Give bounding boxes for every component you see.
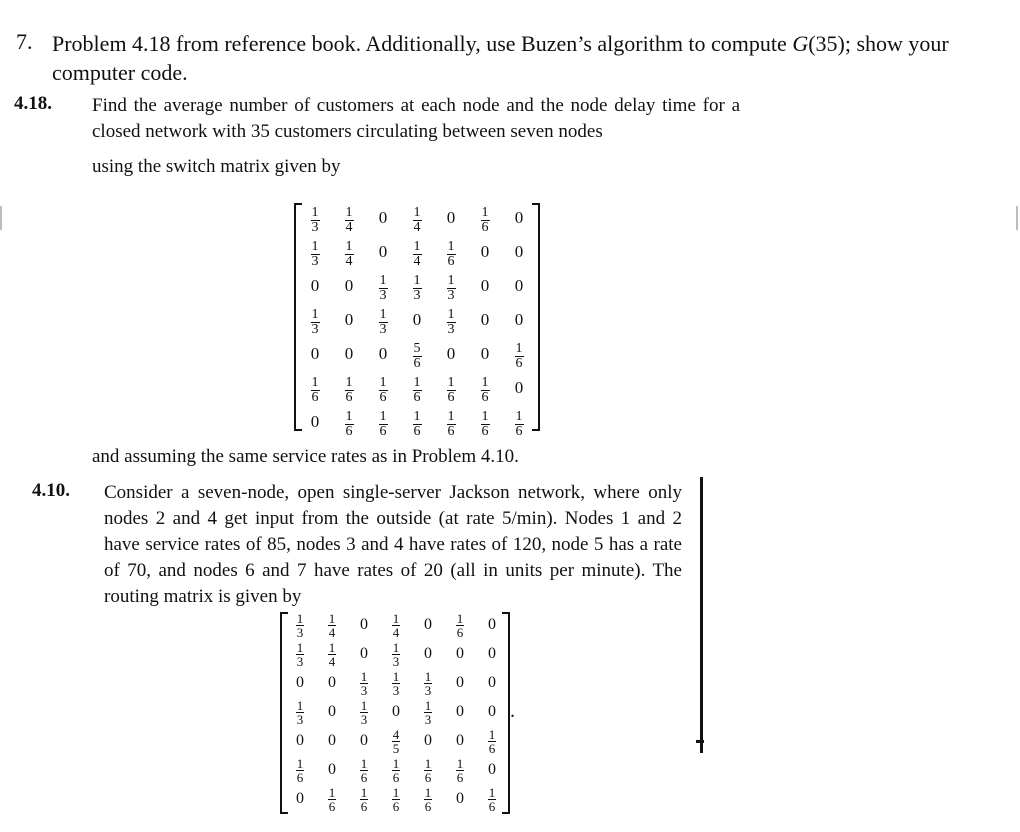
matrix-410-cell	[316, 610, 348, 639]
matrix-410-cell: 0	[456, 702, 464, 720]
matrix-418-cell: 0	[446, 344, 456, 363]
denominator: 6	[345, 424, 353, 439]
numerator: 1	[379, 273, 387, 288]
matrix-418-cell: 0	[480, 276, 490, 295]
denominator: 6	[424, 770, 432, 785]
fraction	[481, 206, 490, 235]
matrix-418-cell: 0	[310, 276, 320, 295]
denominator: 3	[424, 712, 432, 727]
fraction	[311, 376, 320, 405]
denominator: 3	[392, 683, 400, 698]
denominator: 3	[311, 220, 319, 235]
fraction	[424, 757, 433, 784]
problem-410-number: 4.10.	[32, 480, 70, 501]
fraction	[392, 641, 401, 668]
numerator: 1	[447, 409, 455, 424]
fraction	[392, 728, 401, 755]
matrix-410-cell	[380, 610, 412, 639]
matrix-410-row	[284, 784, 508, 813]
fraction	[413, 274, 422, 303]
fraction	[447, 308, 456, 337]
matrix-410-cell: 0	[296, 731, 304, 749]
matrix-418-cell	[298, 235, 332, 269]
matrix-418-row	[298, 337, 536, 371]
fraction	[481, 410, 490, 439]
fraction	[296, 612, 305, 639]
problem-418-text-cont: using the switch matrix given by	[92, 156, 341, 177]
matrix-418-cell	[366, 371, 400, 405]
denominator: 3	[379, 322, 387, 337]
numerator: 1	[392, 640, 400, 655]
matrix-418-cell	[434, 235, 468, 269]
denominator: 3	[311, 254, 319, 269]
matrix-418-cell	[400, 371, 434, 405]
denominator: 3	[447, 288, 455, 303]
scan-mark-left	[0, 206, 2, 230]
numerator: 1	[515, 409, 523, 424]
numerator: 1	[413, 239, 421, 254]
matrix-410-cell	[412, 784, 444, 813]
matrix-418-cell	[332, 371, 366, 405]
denominator: 6	[413, 390, 421, 405]
matrix-410-cell	[380, 755, 412, 784]
matrix-418-cell: 0	[310, 344, 320, 363]
matrix-410-cell	[284, 610, 316, 639]
numerator: 1	[447, 239, 455, 254]
matrix-410-cell	[412, 755, 444, 784]
function-g: G	[792, 31, 809, 56]
matrix-418-cell: 0	[514, 208, 524, 227]
matrix-410-cell: 0	[328, 702, 336, 720]
routing-matrix-410	[284, 610, 508, 813]
numerator: 1	[481, 375, 489, 390]
assumption-text: and assuming the same service rates as in Problem 4.10.	[92, 446, 519, 467]
denominator: 3	[360, 712, 368, 727]
matrix-410-cell: 0	[392, 702, 400, 720]
matrix-410-cell	[380, 668, 412, 697]
fraction	[424, 699, 433, 726]
denominator: 3	[379, 288, 387, 303]
matrix-410-cell: 0	[424, 644, 432, 662]
fraction	[447, 376, 456, 405]
matrix-410-cell: 0	[456, 731, 464, 749]
fraction	[424, 670, 433, 697]
fraction	[379, 410, 388, 439]
denominator: 6	[481, 390, 489, 405]
matrix-418-row	[298, 303, 536, 337]
matrix-418-cell	[434, 303, 468, 337]
matrix-410-cell	[348, 668, 380, 697]
denominator: 6	[515, 424, 523, 439]
matrix-418-cell: 0	[514, 310, 524, 329]
numerator: 1	[360, 756, 368, 771]
matrix-410-row	[284, 610, 508, 639]
numerator: 1	[481, 409, 489, 424]
matrix-410-row	[284, 668, 508, 697]
matrix-418-cell	[468, 371, 502, 405]
matrix-418-cell: 0	[480, 310, 490, 329]
numerator: 1	[360, 669, 368, 684]
matrix-418-cell	[434, 371, 468, 405]
numerator: 1	[392, 611, 400, 626]
matrix-418-cell	[400, 405, 434, 439]
fraction	[424, 786, 433, 813]
problem-410-text: Consider a seven-node, open single-server Jackson network, where only nodes 2 and 4 get input from the outside (at rate 5/min). Nodes 1 and 2 have service rates of 85, nodes 3 and 4 have rates of 120, node 5 has a rate of 70, and nodes 6 and 7 have rates of 20 (all in units per minute). The routing matrix is given by	[104, 482, 682, 607]
fraction	[345, 410, 354, 439]
fraction	[345, 240, 354, 269]
numerator: 1	[447, 307, 455, 322]
fraction	[392, 612, 401, 639]
fraction	[392, 757, 401, 784]
matrix-418-cell	[332, 201, 366, 235]
matrix-410-right-bracket	[502, 612, 510, 814]
fraction	[379, 308, 388, 337]
fraction	[296, 641, 305, 668]
numerator: 1	[311, 307, 319, 322]
denominator: 3	[424, 683, 432, 698]
matrix-410-cell: 0	[488, 673, 496, 691]
fraction	[413, 342, 422, 371]
numerator: 1	[392, 756, 400, 771]
fraction	[311, 206, 320, 235]
denominator: 6	[360, 770, 368, 785]
fraction	[413, 240, 422, 269]
denominator: 5	[392, 741, 400, 756]
matrix-410-cell	[444, 610, 476, 639]
matrix-410-cell: 0	[296, 673, 304, 691]
numerator: 1	[345, 205, 353, 220]
question-text	[52, 29, 1007, 87]
matrix-418-cell: 0	[344, 276, 354, 295]
denominator: 6	[392, 799, 400, 814]
fraction	[447, 410, 456, 439]
numerator: 1	[447, 375, 455, 390]
matrix-410-cell: 0	[488, 760, 496, 778]
fraction	[296, 757, 305, 784]
fraction	[328, 786, 337, 813]
fraction	[379, 274, 388, 303]
matrix-418-cell	[366, 405, 400, 439]
fraction	[515, 342, 524, 371]
matrix-418-cell	[434, 405, 468, 439]
numerator: 1	[379, 307, 387, 322]
matrix-410-cell	[412, 697, 444, 726]
denominator: 6	[328, 799, 336, 814]
fraction	[456, 612, 465, 639]
matrix-410-cell	[316, 784, 348, 813]
matrix-418-row	[298, 201, 536, 235]
numerator: 1	[345, 409, 353, 424]
matrix-410-cell	[284, 639, 316, 668]
fraction	[328, 612, 337, 639]
denominator: 6	[488, 799, 496, 814]
numerator: 1	[328, 785, 336, 800]
denominator: 6	[456, 770, 464, 785]
matrix-410-cell: 0	[296, 789, 304, 807]
numerator: 1	[379, 409, 387, 424]
matrix-410-cell	[316, 639, 348, 668]
numerator: 4	[392, 727, 400, 742]
fraction	[447, 240, 456, 269]
numerator: 1	[488, 785, 496, 800]
denominator: 6	[379, 390, 387, 405]
fraction	[392, 786, 401, 813]
numerator: 1	[413, 375, 421, 390]
denominator: 6	[379, 424, 387, 439]
fraction	[345, 376, 354, 405]
matrix-418-cell: 0	[378, 242, 388, 261]
numerator: 1	[296, 756, 304, 771]
fraction	[488, 786, 497, 813]
matrix-410-cell	[348, 755, 380, 784]
fraction	[311, 308, 320, 337]
denominator: 3	[360, 683, 368, 698]
matrix-410-cell: 0	[456, 644, 464, 662]
numerator: 1	[345, 239, 353, 254]
matrix-410-row	[284, 726, 508, 755]
fraction	[413, 376, 422, 405]
matrix-410-row	[284, 755, 508, 784]
matrix-418-cell: 0	[480, 242, 490, 261]
matrix-418-cell	[400, 201, 434, 235]
matrix-410-cell	[380, 639, 412, 668]
matrix-418-cell	[332, 235, 366, 269]
matrix-418-cell: 0	[480, 344, 490, 363]
denominator: 4	[413, 220, 421, 235]
matrix-418-cell: 0	[344, 310, 354, 329]
denominator: 3	[296, 712, 304, 727]
matrix-418-cell	[332, 405, 366, 439]
numerator: 5	[413, 341, 421, 356]
matrix-418-cell	[502, 337, 536, 371]
fraction	[379, 376, 388, 405]
fraction	[360, 699, 369, 726]
matrix-418-right-bracket	[532, 203, 540, 431]
denominator: 6	[456, 625, 464, 640]
matrix-410-cell	[284, 697, 316, 726]
denominator: 4	[392, 625, 400, 640]
denominator: 4	[345, 254, 353, 269]
matrix-418-cell: 0	[514, 276, 524, 295]
denominator: 6	[447, 390, 455, 405]
denominator: 6	[447, 254, 455, 269]
numerator: 1	[424, 669, 432, 684]
numerator: 1	[424, 756, 432, 771]
matrix-410-cell: 0	[360, 644, 368, 662]
matrix-410-cell: 0	[328, 731, 336, 749]
numerator: 1	[328, 640, 336, 655]
question-number: 7.	[16, 29, 33, 54]
matrix-418-cell	[468, 201, 502, 235]
matrix-418-cell	[298, 303, 332, 337]
fraction	[456, 757, 465, 784]
matrix-418-cell: 0	[310, 412, 320, 431]
denominator: 6	[481, 220, 489, 235]
denominator: 3	[311, 322, 319, 337]
numerator: 1	[424, 698, 432, 713]
matrix-418-cell	[366, 303, 400, 337]
denominator: 4	[328, 625, 336, 640]
margin-bar	[700, 477, 703, 753]
question-text-before: Problem 4.18 from reference book. Additionally, use Buzen’s algorithm to compute	[52, 31, 793, 56]
fraction	[360, 670, 369, 697]
numerator: 1	[456, 756, 464, 771]
matrix-410-cell	[412, 668, 444, 697]
matrix-410-cell: 0	[360, 615, 368, 633]
matrix-418-cell	[400, 269, 434, 303]
problem-418-number: 4.18.	[14, 93, 52, 114]
numerator: 1	[379, 375, 387, 390]
fraction	[311, 240, 320, 269]
matrix-410-cell: 0	[456, 673, 464, 691]
matrix-418-cell: 0	[514, 378, 524, 397]
matrix-410-cell: 0	[424, 615, 432, 633]
denominator: 6	[413, 424, 421, 439]
matrix-410-cell	[380, 784, 412, 813]
fraction	[413, 410, 422, 439]
matrix-410-row	[284, 697, 508, 726]
fraction	[345, 206, 354, 235]
denominator: 6	[296, 770, 304, 785]
denominator: 6	[360, 799, 368, 814]
numerator: 1	[311, 239, 319, 254]
fraction	[488, 728, 497, 755]
numerator: 1	[296, 698, 304, 713]
numerator: 1	[456, 611, 464, 626]
numerator: 1	[345, 375, 353, 390]
matrix-418-cell: 0	[378, 344, 388, 363]
numerator: 1	[413, 273, 421, 288]
numerator: 1	[447, 273, 455, 288]
numerator: 1	[413, 205, 421, 220]
matrix-410-cell	[380, 726, 412, 755]
matrix-end-period: .	[510, 700, 515, 722]
denominator: 3	[392, 654, 400, 669]
numerator: 1	[392, 669, 400, 684]
matrix-410-cell: 0	[424, 731, 432, 749]
numerator: 1	[360, 698, 368, 713]
matrix-410-cell: 0	[360, 731, 368, 749]
matrix-418-cell: 0	[514, 242, 524, 261]
denominator: 3	[296, 625, 304, 640]
matrix-418-cell	[502, 405, 536, 439]
matrix-418-row	[298, 371, 536, 405]
matrix-410-cell	[348, 784, 380, 813]
matrix-418-cell	[298, 201, 332, 235]
matrix-410-cell: 0	[488, 702, 496, 720]
matrix-410-cell	[284, 755, 316, 784]
matrix-410-cell: 0	[488, 644, 496, 662]
matrix-418-row	[298, 269, 536, 303]
numerator: 1	[392, 785, 400, 800]
denominator: 6	[488, 741, 496, 756]
question-text-arg: (35); show your computer code.	[52, 31, 949, 85]
matrix-418-cell	[298, 371, 332, 405]
matrix-418-cell: 0	[378, 208, 388, 227]
fraction	[447, 274, 456, 303]
matrix-418-cell	[366, 269, 400, 303]
matrix-410-cell: 0	[488, 615, 496, 633]
denominator: 6	[392, 770, 400, 785]
numerator: 1	[488, 727, 496, 742]
scan-mark-right	[1016, 206, 1018, 230]
matrix-418-cell: 0	[446, 208, 456, 227]
margin-bar-tick	[696, 740, 704, 743]
numerator: 1	[424, 785, 432, 800]
numerator: 1	[296, 611, 304, 626]
matrix-418-row	[298, 405, 536, 439]
fraction	[413, 206, 422, 235]
denominator: 3	[296, 654, 304, 669]
fraction	[360, 757, 369, 784]
denominator: 6	[413, 356, 421, 371]
fraction	[360, 786, 369, 813]
fraction	[392, 670, 401, 697]
numerator: 1	[481, 205, 489, 220]
fraction	[296, 699, 305, 726]
matrix-418-cell	[434, 269, 468, 303]
matrix-410-cell: 0	[328, 673, 336, 691]
denominator: 6	[345, 390, 353, 405]
numerator: 1	[328, 611, 336, 626]
matrix-418-cell	[400, 235, 434, 269]
numerator: 1	[515, 341, 523, 356]
denominator: 6	[515, 356, 523, 371]
numerator: 1	[311, 205, 319, 220]
denominator: 3	[413, 288, 421, 303]
matrix-410-cell: 0	[328, 760, 336, 778]
denominator: 6	[424, 799, 432, 814]
denominator: 6	[447, 424, 455, 439]
fraction	[515, 410, 524, 439]
denominator: 3	[447, 322, 455, 337]
denominator: 4	[345, 220, 353, 235]
denominator: 4	[413, 254, 421, 269]
numerator: 1	[296, 640, 304, 655]
matrix-410-cell: 0	[456, 789, 464, 807]
matrix-418-cell	[468, 405, 502, 439]
denominator: 6	[481, 424, 489, 439]
switch-matrix-418	[298, 201, 536, 439]
matrix-410-row	[284, 639, 508, 668]
fraction	[328, 641, 337, 668]
numerator: 1	[311, 375, 319, 390]
matrix-418-row	[298, 235, 536, 269]
fraction	[481, 376, 490, 405]
numerator: 1	[413, 409, 421, 424]
matrix-418-cell	[400, 337, 434, 371]
matrix-410-cell	[348, 697, 380, 726]
matrix-410-cell	[444, 755, 476, 784]
denominator: 4	[328, 654, 336, 669]
problem-418-text: Find the average number of customers at each node and the node delay time for a closed network with 35 customers circulating between seven nodes	[92, 95, 740, 142]
numerator: 1	[360, 785, 368, 800]
matrix-418-cell: 0	[344, 344, 354, 363]
matrix-418-cell: 0	[412, 310, 422, 329]
denominator: 6	[311, 390, 319, 405]
